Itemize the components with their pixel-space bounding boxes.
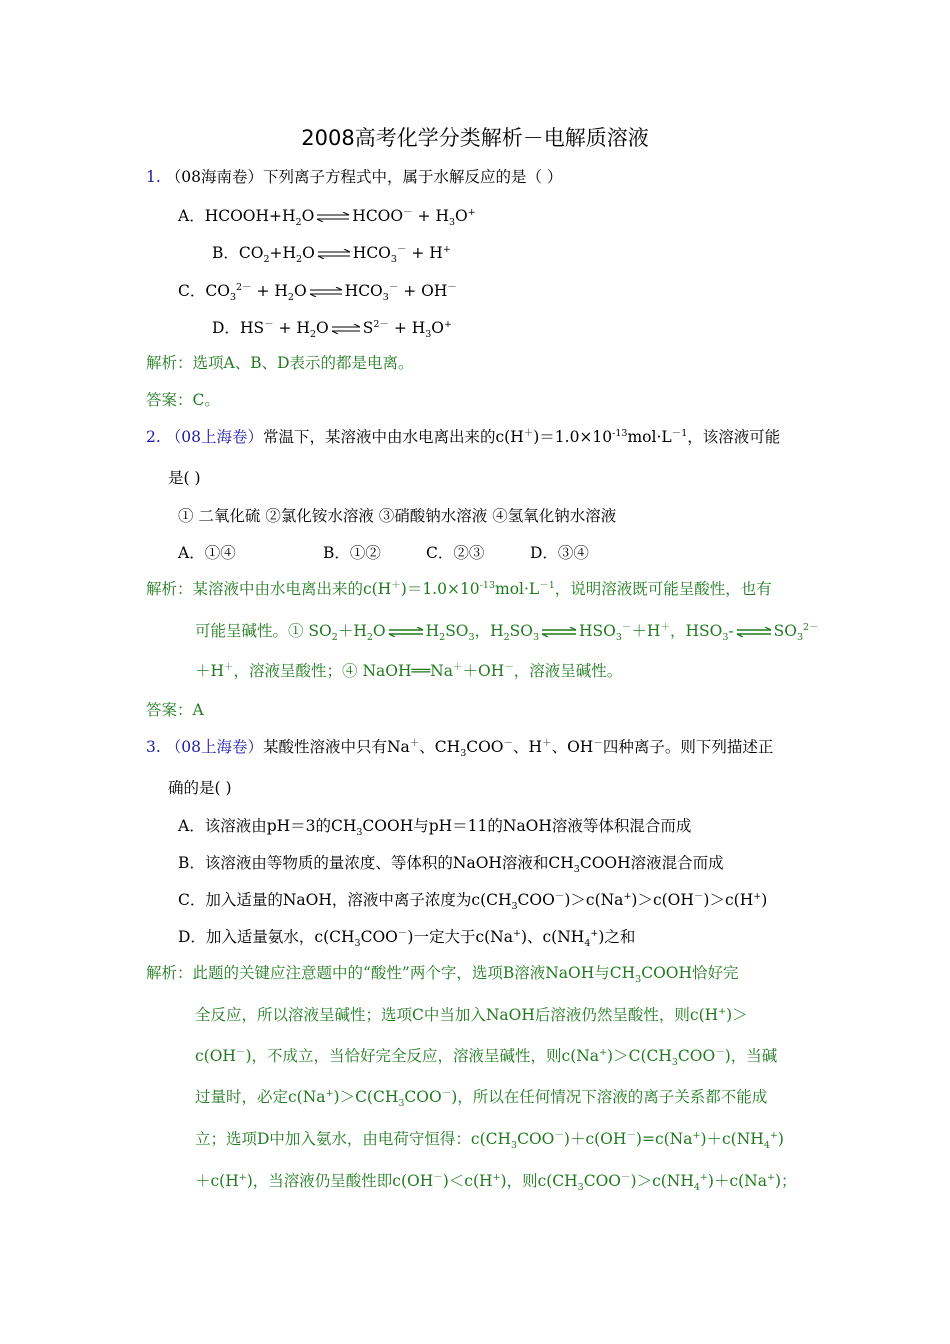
text-part: COO [677,1047,716,1065]
text-part: )＞ [726,1006,748,1024]
text-part: )＞c(NH [630,1172,694,1190]
text-part: ＋H [337,622,367,640]
option-label: D． [212,319,240,337]
question-source: （08上海卷） [165,738,263,756]
equilibrium-arrow-icon [736,627,772,637]
analysis-2-line-3: ＋H＋，溶液呈酸性；④ NaOH══Na＋＋OH－，溶液呈碱性。 [195,661,623,680]
text-part: )一定大于c(Na [407,928,513,946]
question-3-stem: 3. （08上海卷）某酸性溶液中只有Na＋、$CH_3COO^-$、H＋、OH－四种离子。则下列描述正 [146,737,774,760]
analysis-3-line-3: c(OH－)，不成立，当恰好完全反应，溶液呈碱性，则$c(Na^+)>C(CH_3COO^-)$，当碱 [195,1046,778,1069]
text-part: SO [445,622,469,640]
question-source: （08上海卷） [165,428,263,446]
text-part: )＞c(Na [564,891,624,909]
question-number: 3. [146,738,161,756]
text-part: COOH溶液混合而成 [579,854,724,872]
equilibrium-arrow-icon [541,627,577,637]
text-part: 可能呈碱性。① SO [195,622,332,640]
text-part: )，当溶液仍呈酸性即c(OH [246,1172,434,1190]
text-part: )＞c(H [703,891,754,909]
question-2-items: ① 二氧化硫 ②氯化铵水溶液 ③硝酸钠水溶液 ④氢氧化钠水溶液 [178,507,617,525]
option-label: C． [178,282,206,300]
option-a: A．该溶液由pH＝3的$CH_3COOH$与pH＝11的NaOH溶液等体积混合而成 [178,817,692,839]
page-title: 2008高考化学分类解析－电解质溶液 [301,126,649,150]
stem-part: 、CH [419,738,461,756]
answer-2: 答案：A [146,701,204,719]
text-part: )，所以在任何情况下溶液的离子关系都不能成 [451,1088,768,1106]
analysis-3-line-2: 全反应，所以溶液呈碱性；选项C中当加入NaOH后溶液仍然呈酸性，则c(H+)＞ [195,1005,748,1024]
text-part: COO [360,928,398,946]
text-part: ，说明溶液既可能呈酸性，也有 [554,580,772,598]
option-b: B．$CO_2+H_2O$ $HCO_3^- + H^+$ [212,243,451,266]
option-d: D．③④ [530,544,589,562]
text-part: )＋c(OH [563,1130,627,1148]
text-part: )之和 [598,928,636,946]
text-part: C．加入适量的NaOH，溶液中离子浓度为c(CH [178,891,512,909]
text-part: ) [777,1130,784,1148]
stem-part: ，该溶液可能 [687,428,781,446]
option-label: A． [178,207,205,225]
text-part: COOH与pH＝11的NaOH溶液等体积混合而成 [362,817,692,835]
text-part: )=c(Na [635,1130,693,1148]
text-part: H [425,622,440,640]
option-c: C．②③ [426,544,485,562]
stem-part: 、H [513,738,543,756]
equilibrium-arrow-icon [317,249,351,259]
text-part: O [372,622,386,640]
analysis-2-line-1: 解析：某溶液中由水电离出来的$c(H^+)=1.0\times 10^{-13}mol\cdot L^{-1}$，说明溶液既可能呈酸性，也有 [146,579,772,598]
option-d: D．加入适量氨水，$c(CH_3COO^-)$一定大于c(Na+)、$c(NH_4^+)$之和 [178,927,636,950]
text-part: 解析：此题的关键应注意题中的“酸性”两个字，选项B溶液NaOH与CH [146,964,636,982]
analysis-3-line-4: 过量时，必定$c(Na^+)>C(CH_3COO^-)$，所以在任何情况下溶液的离子关系都不能成 [195,1087,768,1110]
option-d: D．$HS^- + H_2O$ $S^{2-} + H_3O^+$ [212,318,452,341]
stem-part: )＝1.0×10 [533,428,613,446]
text-part: ，溶液呈碱性。 [513,662,623,680]
text-part: )，则c(CH [500,1172,578,1190]
analysis-1: 解析：选项A、B、D表示的都是电离。 [146,354,414,372]
option-label: B． [212,244,239,262]
text-part: ) [761,891,768,909]
option-a: A．$HCOOH+H_2O$ HCOO－ + $H_3O^+$ [178,206,476,229]
analysis-3-line-5: 立；选项D中加入氨水，由电荷守恒得：$c(CH_3COO^-)+c(OH^-)=c(Na^+)+c(NH_4^+)$ [195,1129,784,1152]
text-part: 全反应，所以溶液呈碱性；选项C中当加入NaOH后溶液仍然呈酸性，则c(H [195,1006,719,1024]
equilibrium-arrow-icon [309,287,343,297]
question-number: 2. [146,428,161,446]
stem-part: 某酸性溶液中只有Na [262,738,410,756]
text-part: )，当碱 [724,1047,778,1065]
text-part: 过量时，必定c(Na [195,1088,326,1106]
text-part: A．该溶液由pH＝3的CH [178,817,357,835]
option-c: C．加入适量的NaOH，溶液中离子浓度为$c(CH_3COO^-)>c(Na^+)>c(OH^-)>c(H^+)$ [178,890,768,913]
equilibrium-arrow-icon [316,212,350,222]
stem-part: mol·L [627,428,672,446]
text-part: ，溶液呈酸性；④ NaOH══Na [233,662,453,680]
text-part: ，HSO [669,622,723,640]
text-part: )＞c(OH [631,891,694,909]
option-b: B．该溶液由等物质的量浓度、等体积的NaOH溶液和$CH_3COOH$溶液混合而成 [178,854,724,876]
text-part: )、c(NH [520,928,585,946]
text-part: ＋H [631,622,661,640]
question-2-stem: 2. （08上海卷）常温下，某溶液中由水电离出来的$c(H^+)=1.0\times 10^{-13}mol\cdot L^{-1}$，该溶液可能 [146,427,781,446]
text-part: )＝1.0×10 [400,580,480,598]
text-part: HSO [579,622,616,640]
text-part: )； [774,1172,797,1190]
text-part: SO [773,622,797,640]
text-part: )＋c(NH [700,1130,764,1148]
text-part: ，H [474,622,504,640]
text-part: COOH恰好完 [641,964,739,982]
stem-part: COO [466,738,504,756]
text-part: )＜c(H [442,1172,493,1190]
text-part: COO [517,1130,555,1148]
question-text: 下列离子方程式中，属于水解反应的是（ ） [262,168,563,186]
option-a: A．①④ [178,544,236,562]
answer-1: 答案：C。 [146,391,220,409]
question-3-stem-cont: 确的是( ) [168,779,232,797]
analysis-2-line-2: 可能呈碱性。① $SO_2+H_2O$ $H_2SO_3$，$H_2SO_3$ $HSO_3^-+H^+$，$HSO_3-$ $SO_3^{2-}$ [195,621,819,644]
text-part: COO [583,1172,621,1190]
text-part: D．加入适量氨水，c(CH [178,928,355,946]
question-1-stem [146,166,562,188]
equilibrium-arrow-icon [331,324,361,334]
text-part: ＋H [195,662,225,680]
question-2-stem-cont: 是( ) [168,469,201,487]
option-b: B．①② [323,544,381,562]
text-part: )＞C(CH [333,1088,399,1106]
question-number: 1. [146,168,161,186]
text-part: COO [517,891,555,909]
text-part: 立；选项D中加入氨水，由电荷守恒得：c(CH [195,1130,512,1148]
text-part: c(OH [195,1047,236,1065]
analysis-3-line-1: 解析：此题的关键应注意题中的“酸性”两个字，选项B溶液NaOH与$CH_3COOH$恰好完 [146,964,739,986]
stem-part: 常温下，某溶液中由水电离出来的c(H [262,428,524,446]
text-part: mol·L [495,580,540,598]
stem-part: 四种离子。则下列描述正 [602,738,774,756]
text-part: )，不成立，当恰好完全反应，溶液呈碱性，则c(Na [245,1047,600,1065]
text-part: )＞C(CH [607,1047,672,1065]
question-source: （08海南卷） [165,168,263,186]
text-part: )＋c(Na [707,1172,767,1190]
text-part: ＋c(H [195,1172,239,1190]
equilibrium-arrow-icon [388,627,424,637]
text-part: ＋OH [462,662,505,680]
text-part: B．该溶液由等物质的量浓度、等体积的NaOH溶液和CH [178,854,574,872]
text-part: 解析：某溶液中由水电离出来的c(H [146,580,392,598]
stem-part: 、OH [551,738,594,756]
text-part: COO [404,1088,442,1106]
option-c: C．$CO_3^{2-} + H_2O$ $HCO_3^- + OH^-$ [178,281,457,304]
text-part: SO [509,622,533,640]
analysis-3-line-6: ＋c(H+)，当溶液仍呈酸性即c(OH－)＜c(H+)，则$c(CH_3COO^-)>c(NH_4^+)+c(Na^+)$； [195,1171,797,1194]
